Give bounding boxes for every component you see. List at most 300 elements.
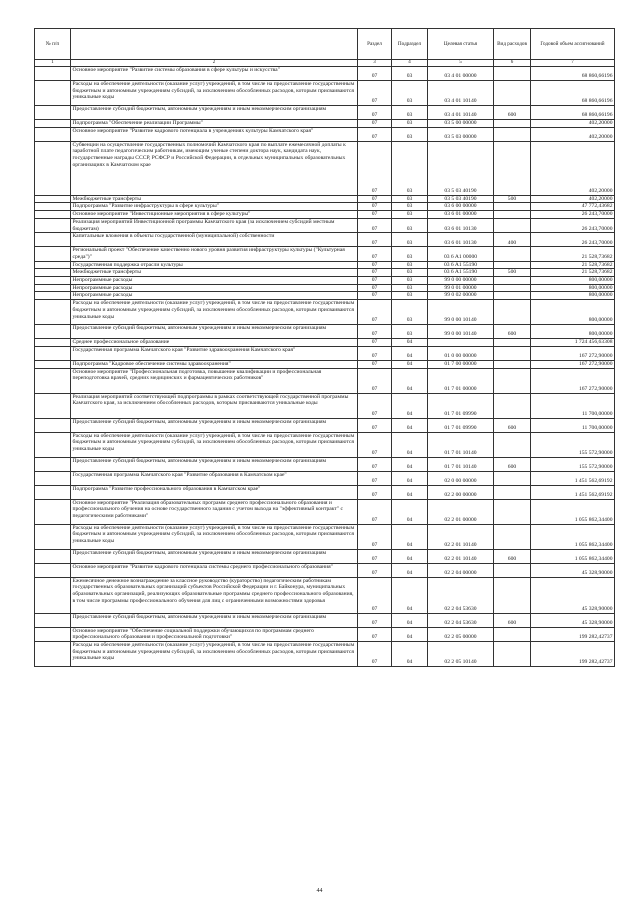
cell-name: Подпрограмма "Обеспечение реализации Программы" xyxy=(71,120,358,128)
cell-podrazdel: 04 xyxy=(392,471,428,485)
cell-vid xyxy=(494,81,531,106)
cell-number xyxy=(35,471,71,485)
cell-article: 01 7 01 10140 xyxy=(428,457,494,471)
cell-amount: 167 272,90000 xyxy=(531,346,615,360)
cell-number xyxy=(35,549,71,563)
cell-amount: 26 243,70000 xyxy=(531,211,615,219)
cell-vid xyxy=(494,368,531,393)
cell-vid xyxy=(494,218,531,232)
budget-table xyxy=(34,28,615,667)
header-vid: Вид расходов xyxy=(494,29,531,60)
cell-number xyxy=(35,368,71,393)
cell-vid xyxy=(494,339,531,347)
cell-amount: 47 772,43682 xyxy=(531,203,615,211)
cell-number xyxy=(35,261,71,269)
cell-podrazdel: 03 xyxy=(392,120,428,128)
cell-razdel: 07 xyxy=(358,360,392,368)
cell-article: 02 2 04 53630 xyxy=(428,613,494,627)
cell-number xyxy=(35,81,71,106)
cell-number xyxy=(35,577,71,613)
cell-podrazdel: 04 xyxy=(392,393,428,418)
cell-name: Непрограммные расходы xyxy=(71,292,358,300)
cell-podrazdel: 03 xyxy=(392,261,428,269)
cell-article: 99 0 02 00000 xyxy=(428,292,494,300)
cell-amount: 11 700,00000 xyxy=(531,418,615,432)
cell-name: Основное мероприятие "Обеспечение социальной поддержки обучающихся по программам среднего профессионального образования и профессиональной подготовки" xyxy=(71,627,358,641)
cell-amount: 199 282,42737 xyxy=(531,627,615,641)
cell-number xyxy=(35,141,71,195)
cell-amount: 155 572,90000 xyxy=(531,432,615,457)
cell-amount: 1 055 862,34400 xyxy=(531,549,615,563)
cell-amount: 21 528,73682 xyxy=(531,247,615,261)
cell-vid xyxy=(494,641,531,666)
cell-article: 02 2 00 00000 xyxy=(428,485,494,499)
cell-article: 01 7 00 00000 xyxy=(428,360,494,368)
cell-amount: 402,20000 xyxy=(531,127,615,141)
column-number: 1 xyxy=(35,60,71,67)
header-razdel: Раздел xyxy=(358,29,392,60)
table-row xyxy=(35,233,615,247)
cell-name: Подпрограмма "Кадровое обеспечение системы здравоохранения" xyxy=(71,360,358,368)
cell-number xyxy=(35,325,71,339)
table-row xyxy=(35,261,615,269)
cell-vid xyxy=(494,300,531,325)
cell-name: Расходы на обеспечение деятельности (оказание услуг) учреждений, в том числе на предоставление государственным бюджетным и автономным учреждениям субсидий, за исключением обособленных расходов, которым присваиваются уникальные коды xyxy=(71,432,358,457)
cell-amount: 45 328,90000 xyxy=(531,563,615,577)
cell-razdel: 07 xyxy=(358,499,392,524)
table-row xyxy=(35,203,615,211)
cell-razdel: 07 xyxy=(358,106,392,120)
table-row xyxy=(35,325,615,339)
cell-podrazdel: 03 xyxy=(392,325,428,339)
cell-vid xyxy=(494,141,531,195)
table-header-row xyxy=(35,29,615,60)
cell-name: Непрограммные расходы xyxy=(71,284,358,292)
cell-amount: 167 272,90000 xyxy=(531,368,615,393)
table-row xyxy=(35,457,615,471)
cell-podrazdel: 04 xyxy=(392,339,428,347)
cell-podrazdel: 03 xyxy=(392,141,428,195)
cell-name: Среднее профессиональное образование xyxy=(71,339,358,347)
cell-amount: 800,00000 xyxy=(531,277,615,285)
cell-name: Непрограммные расходы xyxy=(71,277,358,285)
table-row xyxy=(35,81,615,106)
table-row xyxy=(35,393,615,418)
cell-amount: 800,00000 xyxy=(531,325,615,339)
cell-vid xyxy=(494,360,531,368)
cell-podrazdel: 04 xyxy=(392,627,428,641)
cell-razdel: 07 xyxy=(358,563,392,577)
cell-amount: 21 528,73682 xyxy=(531,261,615,269)
cell-name: Предоставление субсидий бюджетным, автономным учреждениям и иным некоммерческим организациям xyxy=(71,325,358,339)
cell-amount: 1 055 862,34400 xyxy=(531,499,615,524)
cell-podrazdel: 04 xyxy=(392,641,428,666)
cell-razdel: 07 xyxy=(358,325,392,339)
column-number: 6 xyxy=(494,60,531,67)
table-row xyxy=(35,346,615,360)
cell-number xyxy=(35,300,71,325)
cell-vid xyxy=(494,284,531,292)
table-row xyxy=(35,292,615,300)
cell-article: 03 4 01 10140 xyxy=(428,81,494,106)
table-row xyxy=(35,127,615,141)
cell-podrazdel: 04 xyxy=(392,613,428,627)
cell-amount: 1 055 862,34400 xyxy=(531,524,615,549)
cell-number xyxy=(35,106,71,120)
cell-article: 03 6 01 10130 xyxy=(428,233,494,247)
cell-podrazdel: 03 xyxy=(392,269,428,277)
cell-number xyxy=(35,360,71,368)
cell-name: Предоставление субсидий бюджетным, автономным учреждениям и иным некоммерческим организациям xyxy=(71,457,358,471)
cell-razdel: 07 xyxy=(358,339,392,347)
table-row xyxy=(35,524,615,549)
cell-vid xyxy=(494,471,531,485)
table-row xyxy=(35,339,615,347)
cell-podrazdel: 04 xyxy=(392,457,428,471)
cell-article: 02 2 04 00000 xyxy=(428,563,494,577)
cell-number xyxy=(35,284,71,292)
cell-number xyxy=(35,277,71,285)
cell-podrazdel: 03 xyxy=(392,247,428,261)
cell-name: Основное мероприятие "Реализация образовательных программ среднего профессионального образования и профессионального обучения на основе государственного задания с учетом выхода на "эффективный контракт" с педагогическими работниками" xyxy=(71,499,358,524)
cell-vid xyxy=(494,261,531,269)
cell-article: 03 6 00 00000 xyxy=(428,203,494,211)
cell-podrazdel: 03 xyxy=(392,218,428,232)
cell-name: Государственная программа Камчатского края "Развитие здравоохранения Камчатского края" xyxy=(71,346,358,360)
cell-podrazdel: 04 xyxy=(392,549,428,563)
cell-amount: 402,20000 xyxy=(531,141,615,195)
cell-name: Предоставление субсидий бюджетным, автономным учреждениям и иным некоммерческим организациям xyxy=(71,418,358,432)
header-number: № п/п xyxy=(35,29,71,60)
cell-razdel: 07 xyxy=(358,471,392,485)
cell-vid xyxy=(494,577,531,613)
cell-number xyxy=(35,233,71,247)
cell-name: Основное мероприятие "Профессиональная подготовка, повышение квалификации и профессиональная переподготовка врачей, средних медицинских и фармацевтических работников" xyxy=(71,368,358,393)
cell-name: Ежемесячное денежное вознаграждение за классное руководство (кураторство) педагогическим работникам государственных образовательных организаций субъектов Российской Федерации и г. Байконура, муниципальных образовательных организаций, реализующих образовательные программы среднего профессионального образования, в том числе программы профессионального обучения для лиц с ограниченными возможностями здоровья xyxy=(71,577,358,613)
cell-article: 02 2 04 53630 xyxy=(428,577,494,613)
cell-article: 03 5 00 00000 xyxy=(428,120,494,128)
header-article: Целевая статья xyxy=(428,29,494,60)
table-row xyxy=(35,368,615,393)
cell-number xyxy=(35,269,71,277)
cell-vid: 600 xyxy=(494,418,531,432)
cell-razdel: 07 xyxy=(358,432,392,457)
cell-podrazdel: 04 xyxy=(392,499,428,524)
cell-name: Государственная программа Камчатского края "Развитие образования в Камчатском крае" xyxy=(71,471,358,485)
cell-vid xyxy=(494,247,531,261)
cell-podrazdel: 04 xyxy=(392,563,428,577)
cell-article: 03 5 03 00000 xyxy=(428,127,494,141)
cell-vid xyxy=(494,277,531,285)
cell-vid xyxy=(494,203,531,211)
cell-name: Расходы на обеспечение деятельности (оказание услуг) учреждений, в том числе на предоставление государственным бюджетным и автономным учреждениям субсидий, за исключением обособленных расходов, которым присваиваются уникальные коды xyxy=(71,524,358,549)
cell-amount: 45 328,90000 xyxy=(531,613,615,627)
cell-name: Региональный проект "Обеспечение качественно нового уровня развития инфраструктуры культуры ("Культурная среда")" xyxy=(71,247,358,261)
cell-number xyxy=(35,485,71,499)
column-number: 5 xyxy=(428,60,494,67)
cell-article: 03 6 A1 55190 xyxy=(428,269,494,277)
cell-number xyxy=(35,457,71,471)
table-row xyxy=(35,627,615,641)
cell-podrazdel: 04 xyxy=(392,524,428,549)
cell-amount: 402,20000 xyxy=(531,195,615,203)
cell-podrazdel: 04 xyxy=(392,432,428,457)
cell-number xyxy=(35,393,71,418)
cell-podrazdel: 04 xyxy=(392,418,428,432)
table-row xyxy=(35,269,615,277)
cell-amount: 1 451 562,69192 xyxy=(531,471,615,485)
cell-vid: 500 xyxy=(494,195,531,203)
cell-number xyxy=(35,346,71,360)
cell-name: Основное мероприятие "Развитие системы образования в сфере культуры и искусства" xyxy=(71,67,358,81)
table-row xyxy=(35,563,615,577)
cell-number xyxy=(35,339,71,347)
cell-number xyxy=(35,211,71,219)
cell-razdel: 07 xyxy=(358,368,392,393)
cell-razdel: 07 xyxy=(358,261,392,269)
table-body xyxy=(35,67,615,667)
cell-article: 02 2 01 00000 xyxy=(428,499,494,524)
cell-name: Основное мероприятие "Развитие кадрового потенциала в учреждениях культуры Камчатского края" xyxy=(71,127,358,141)
cell-vid: 600 xyxy=(494,613,531,627)
cell-vid xyxy=(494,127,531,141)
cell-article: 01 7 01 09990 xyxy=(428,418,494,432)
cell-amount: 26 243,70000 xyxy=(531,218,615,232)
cell-article: 99 0 00 00000 xyxy=(428,277,494,285)
cell-number xyxy=(35,292,71,300)
cell-name: Расходы на обеспечение деятельности (оказание услуг) учреждений, в том числе на предоставление государственным бюджетным и автономным учреждениям субсидий, за исключением обособленных расходов, которым присваиваются уникальные коды xyxy=(71,81,358,106)
cell-razdel: 07 xyxy=(358,67,392,81)
cell-vid xyxy=(494,524,531,549)
cell-amount: 21 528,73682 xyxy=(531,269,615,277)
cell-podrazdel: 04 xyxy=(392,577,428,613)
cell-podrazdel: 03 xyxy=(392,300,428,325)
cell-article: 02 2 05 10140 xyxy=(428,641,494,666)
cell-name: Межбюджетные трансферты xyxy=(71,195,358,203)
column-number: 7 xyxy=(531,60,615,67)
cell-razdel: 07 xyxy=(358,233,392,247)
cell-vid: 500 xyxy=(494,269,531,277)
cell-amount: 1 451 562,69192 xyxy=(531,485,615,499)
cell-number xyxy=(35,67,71,81)
cell-number xyxy=(35,218,71,232)
column-number: 3 xyxy=(358,60,392,67)
cell-article: 03 4 01 00000 xyxy=(428,67,494,81)
cell-name: Межбюджетные трансферты xyxy=(71,269,358,277)
cell-vid xyxy=(494,499,531,524)
cell-vid: 600 xyxy=(494,325,531,339)
cell-name: Подпрограмма "Развитие профессионального образования в Камчатском крае" xyxy=(71,485,358,499)
cell-number xyxy=(35,627,71,641)
cell-vid xyxy=(494,563,531,577)
cell-vid xyxy=(494,346,531,360)
cell-amount: 402,20000 xyxy=(531,120,615,128)
cell-number xyxy=(35,195,71,203)
cell-amount: 167 272,90000 xyxy=(531,360,615,368)
cell-razdel: 07 xyxy=(358,247,392,261)
cell-vid: 600 xyxy=(494,457,531,471)
cell-podrazdel: 03 xyxy=(392,211,428,219)
table-row xyxy=(35,549,615,563)
cell-number xyxy=(35,524,71,549)
cell-vid: 600 xyxy=(494,106,531,120)
table-row xyxy=(35,300,615,325)
cell-razdel: 07 xyxy=(358,277,392,285)
cell-razdel: 07 xyxy=(358,300,392,325)
cell-number xyxy=(35,120,71,128)
cell-vid xyxy=(494,120,531,128)
table-row xyxy=(35,218,615,232)
table-row xyxy=(35,211,615,219)
cell-podrazdel: 04 xyxy=(392,346,428,360)
table-row xyxy=(35,613,615,627)
cell-name: Подпрограмма "Развитие инфраструктуры в сфере культуры" xyxy=(71,203,358,211)
cell-razdel: 07 xyxy=(358,549,392,563)
cell-amount: 155 572,90000 xyxy=(531,457,615,471)
cell-article: 02 0 00 00000 xyxy=(428,471,494,485)
cell-vid xyxy=(494,432,531,457)
cell-podrazdel: 03 xyxy=(392,81,428,106)
cell-vid xyxy=(494,393,531,418)
cell-razdel: 07 xyxy=(358,195,392,203)
cell-article: 02 2 05 00000 xyxy=(428,627,494,641)
cell-article: 03 6 01 10130 xyxy=(428,218,494,232)
cell-article: 03 6 01 00000 xyxy=(428,211,494,219)
table-row xyxy=(35,641,615,666)
cell-name: Расходы на обеспечение деятельности (оказание услуг) учреждений, в том числе на предоставление государственным бюджетным и автономным учреждениям субсидий, за исключением обособленных расходов, которым присваиваются уникальные коды xyxy=(71,641,358,666)
cell-name: Субвенции на осуществление государственных полномочий Камчатского края по выплате ежемесячной доплаты к заработной плате педагогическим работникам, имеющим ученые степени доктора наук, кандидата наук, государственные награды СССР, РСФСР и Российской Федерации, в отдельных муниципальных образовательных организациях в Камчатском крае xyxy=(71,141,358,195)
cell-article: 03 5 03 40190 xyxy=(428,195,494,203)
cell-article: 01 0 00 00000 xyxy=(428,346,494,360)
cell-amount: 45 328,90000 xyxy=(531,577,615,613)
table-row xyxy=(35,577,615,613)
cell-razdel: 07 xyxy=(358,120,392,128)
cell-razdel: 07 xyxy=(358,641,392,666)
table-row xyxy=(35,499,615,524)
cell-name: Предоставление субсидий бюджетным, автономным учреждениям и иным некоммерческим организациям xyxy=(71,613,358,627)
cell-razdel: 07 xyxy=(358,211,392,219)
header-amount: Годовой объем ассигнований xyxy=(531,29,615,60)
cell-vid xyxy=(494,211,531,219)
table-row xyxy=(35,195,615,203)
cell-number xyxy=(35,418,71,432)
cell-amount: 26 243,70000 xyxy=(531,233,615,247)
cell-podrazdel: 03 xyxy=(392,195,428,203)
cell-article: 03 6 A1 00000 xyxy=(428,247,494,261)
cell-number xyxy=(35,563,71,577)
cell-article: 99 0 00 10140 xyxy=(428,325,494,339)
cell-name: Реализация мероприятий соответствующей подпрограммы в рамках соответствующей государственной программы Камчатского края, за исключением обособленных расходов, которым присваиваются уникальные коды xyxy=(71,393,358,418)
cell-vid xyxy=(494,485,531,499)
cell-amount: 1 724 456,63308 xyxy=(531,339,615,347)
column-number: 4 xyxy=(392,60,428,67)
cell-name: Расходы на обеспечение деятельности (оказание услуг) учреждений, в том числе на предоставление государственным бюджетным и автономным учреждениям субсидий, за исключением обособленных расходов, которым присваиваются уникальные коды xyxy=(71,300,358,325)
cell-amount: 199 282,42737 xyxy=(531,641,615,666)
table-row xyxy=(35,284,615,292)
cell-razdel: 07 xyxy=(358,127,392,141)
cell-article: 99 0 01 00000 xyxy=(428,284,494,292)
cell-article: 02 2 01 10140 xyxy=(428,549,494,563)
cell-name: Реализация мероприятий Инвестиционной программы Камчатского края (за исключением субсидий местным бюджетам) xyxy=(71,218,358,232)
cell-podrazdel: 03 xyxy=(392,106,428,120)
cell-vid: 600 xyxy=(494,549,531,563)
cell-number xyxy=(35,432,71,457)
table-row xyxy=(35,418,615,432)
cell-article: 01 7 01 09990 xyxy=(428,393,494,418)
table-row xyxy=(35,67,615,81)
cell-podrazdel: 04 xyxy=(392,360,428,368)
table-row xyxy=(35,277,615,285)
cell-razdel: 07 xyxy=(358,613,392,627)
cell-amount: 68 860,66196 xyxy=(531,67,615,81)
cell-article: 99 0 00 10140 xyxy=(428,300,494,325)
cell-vid: 400 xyxy=(494,233,531,247)
column-number-row xyxy=(35,60,615,67)
cell-name: Капитальные вложения в объекты государственной (муниципальной) собственности xyxy=(71,233,358,247)
cell-razdel: 07 xyxy=(358,627,392,641)
cell-name: Предоставление субсидий бюджетным, автономным учреждениям и иным некоммерческим организациям xyxy=(71,106,358,120)
table-row xyxy=(35,471,615,485)
cell-podrazdel: 03 xyxy=(392,127,428,141)
cell-podrazdel: 03 xyxy=(392,233,428,247)
cell-amount: 800,00000 xyxy=(531,292,615,300)
cell-vid xyxy=(494,292,531,300)
header-name xyxy=(71,29,358,60)
cell-name: Предоставление субсидий бюджетным, автономным учреждениям и иным некоммерческим организациям xyxy=(71,549,358,563)
cell-razdel: 07 xyxy=(358,393,392,418)
cell-name: Основное мероприятие "Инвестиционные мероприятия в сфере культуры" xyxy=(71,211,358,219)
cell-amount: 68 860,66196 xyxy=(531,81,615,106)
cell-number xyxy=(35,127,71,141)
cell-name: Основное мероприятие "Развитие кадрового потенциала системы среднего профессионального образования" xyxy=(71,563,358,577)
cell-razdel: 07 xyxy=(358,418,392,432)
cell-razdel: 07 xyxy=(358,292,392,300)
cell-amount: 800,00000 xyxy=(531,300,615,325)
cell-podrazdel: 03 xyxy=(392,203,428,211)
cell-razdel: 07 xyxy=(358,457,392,471)
cell-razdel: 07 xyxy=(358,269,392,277)
cell-podrazdel: 03 xyxy=(392,277,428,285)
cell-razdel: 07 xyxy=(358,284,392,292)
cell-article: 01 7 01 10140 xyxy=(428,432,494,457)
cell-podrazdel: 04 xyxy=(392,485,428,499)
cell-amount: 800,00000 xyxy=(531,284,615,292)
cell-number xyxy=(35,641,71,666)
cell-number xyxy=(35,247,71,261)
table-row xyxy=(35,247,615,261)
cell-vid xyxy=(494,67,531,81)
cell-article: 03 6 A1 55190 xyxy=(428,261,494,269)
column-number: 2 xyxy=(71,60,358,67)
cell-amount: 11 700,00000 xyxy=(531,393,615,418)
cell-article: 03 5 03 40190 xyxy=(428,141,494,195)
cell-razdel: 07 xyxy=(358,81,392,106)
cell-razdel: 07 xyxy=(358,346,392,360)
cell-podrazdel: 03 xyxy=(392,67,428,81)
header-podrazdel: Подраздел xyxy=(392,29,428,60)
cell-number xyxy=(35,499,71,524)
cell-razdel: 07 xyxy=(358,485,392,499)
cell-razdel: 07 xyxy=(358,141,392,195)
table-row xyxy=(35,141,615,195)
cell-vid xyxy=(494,627,531,641)
cell-name: Государственная поддержка отрасли культуры xyxy=(71,261,358,269)
cell-number xyxy=(35,613,71,627)
table-row xyxy=(35,106,615,120)
cell-razdel: 07 xyxy=(358,577,392,613)
cell-article: 01 7 01 00000 xyxy=(428,368,494,393)
cell-razdel: 07 xyxy=(358,203,392,211)
